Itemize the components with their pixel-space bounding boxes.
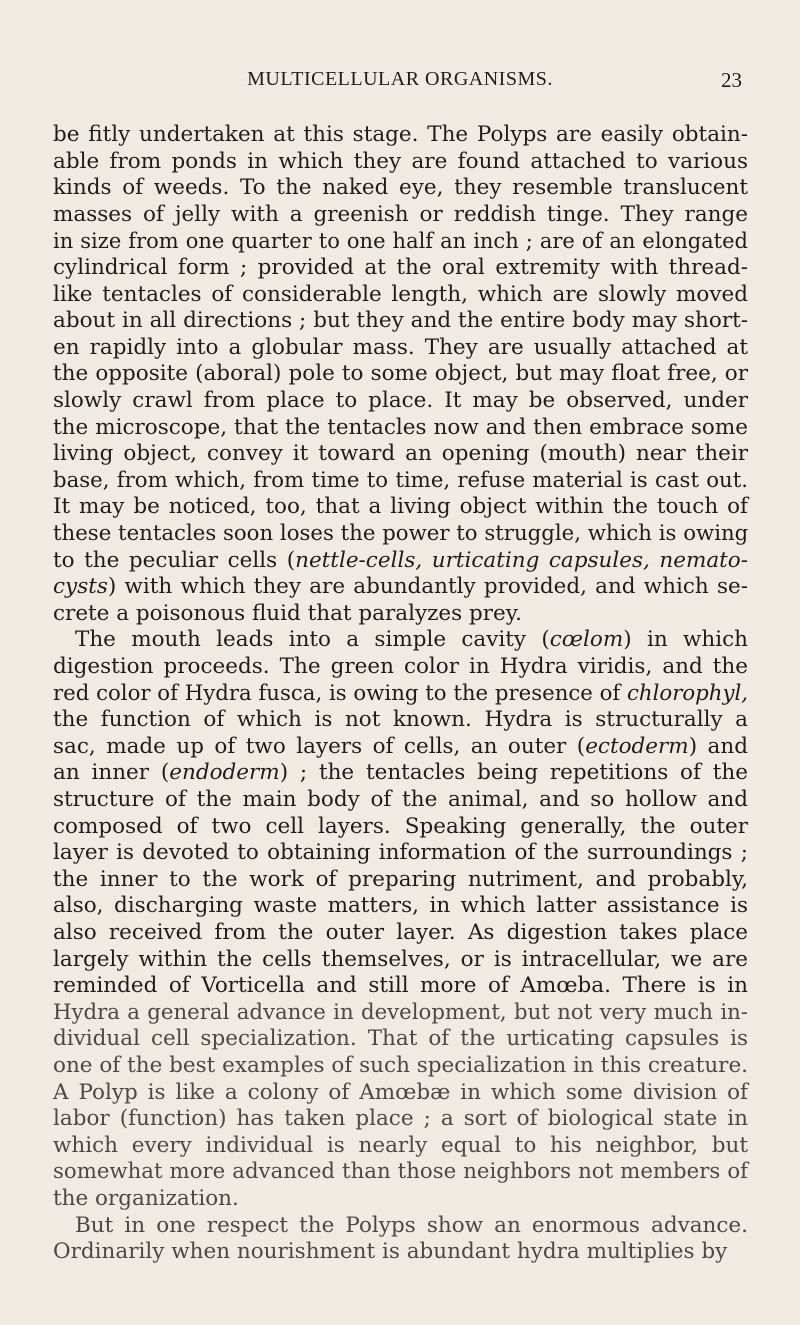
text-line [53,893,748,919]
text-segment: cylindrical form ; provided at the oral extremity with thread- [53,255,748,280]
text-segment: the function of which is not known. Hydra is structurally a [53,707,748,733]
text-segment: kinds of weeds. To the naked eye, they resemble translucent [53,175,748,201]
text-line [53,1239,748,1265]
text-segment: labor (function) has taken place ; a sort of biological state in [53,1106,748,1132]
text-segment: like tentacles of considerable length, which are slowly moved [53,281,748,307]
text-line [53,973,748,999]
text-line [53,441,748,467]
text-line [53,415,748,441]
text-segment: Hydra a general advance in development, but not very much in- [53,999,748,1025]
text-segment: which every individual is nearly equal to his neighbor, but [53,1132,748,1158]
text-segment: crete a poisonous fluid that paralyzes prey. [53,600,522,626]
text-line [53,574,748,600]
text-segment: about in all directions ; but they and the entire body may short- [53,308,748,334]
text-segment: these tentacles soon loses the power to struggle, which is owing [53,521,749,546]
italic-term: nettle-cells, urticating capsules, nemato- [295,547,749,573]
text-line [53,1159,748,1185]
text-line [53,521,748,547]
text-line [53,1000,748,1026]
text-segment: the microscope, that the tentacles now and then embrace some [53,414,748,440]
text-line [53,308,748,334]
text-line [53,1133,748,1159]
text-segment: red color of Hydra fusca, is owing to the presence of [53,680,628,706]
text-segment: en rapidly into a globular mass. They are usually attached at [53,334,748,360]
text-segment: able from ponds in which they are found attached to various [53,148,748,174]
text-segment: composed of two cell layers. Speaking generally, the outer [53,813,748,839]
text-line [53,282,748,308]
text-line [53,335,748,361]
text-line [53,1186,748,1212]
text-segment: ) with which they are abundantly provided, and which se- [107,574,748,600]
text-line [53,787,748,813]
text-segment: in size from one quarter to one half an inch ; are of an elongated [53,229,748,254]
text-line [75,1213,748,1239]
text-line [53,388,748,414]
text-segment: ) ; the tentacles being repetitions of the [279,760,748,786]
text-line [53,1080,748,1106]
text-line [53,1026,748,1052]
text-line [53,760,748,786]
text-segment: digestion proceeds. The green color in Hydra viridis, and the [53,654,748,679]
italic-term: endoderm [169,760,280,786]
text-line [53,707,748,733]
text-segment: dividual cell specialization. That of the urticating capsules is [53,1026,748,1052]
text-segment: reminded of Vorticella and still more of Amœba. There is in [53,973,748,999]
text-segment: be fitly undertaken at this stage. The Polyps are easily obtain- [53,122,748,147]
text-line [53,122,748,148]
text-segment: But in one respect the Polyps show an enormous advance. [75,1212,748,1238]
text-line [53,361,748,387]
text-line [53,228,748,254]
text-line [53,920,748,946]
text-line [53,468,748,494]
text-segment: an inner ( [53,760,170,786]
text-segment: It may be noticed, too, that a living object within the touch of [53,494,748,520]
italic-term: cœlom [549,627,624,653]
text-line [53,1106,748,1132]
text-segment: A Polyp is like a colony of Amœbæ in which some division of [53,1079,748,1105]
text-segment: layer is devoted to obtaining information of the surroundings ; [53,840,748,866]
text-segment: also received from the outer layer. As digestion takes place [53,920,748,945]
text-line [53,202,748,228]
italic-term: cysts [53,574,108,600]
text-segment: the organization. [53,1186,239,1211]
text-segment: ) in which [623,627,748,653]
text-line [53,681,748,707]
text-segment: also, discharging waste matters, in which latter assistance is [53,893,748,919]
text-line [53,494,748,520]
text-line [53,734,748,760]
text-line [53,149,748,175]
page-number: 23 [721,68,742,92]
text-segment: sac, made up of two layers of cells, an outer ( [53,733,586,759]
text-line [53,175,748,201]
italic-term: ectoderm [585,733,689,759]
text-line [53,1053,748,1079]
text-segment: the opposite (aboral) pole to some object, but may float free, or [53,361,748,387]
running-head [0,68,800,98]
text-segment: The mouth leads into a simple cavity ( [75,627,550,653]
text-line [53,654,748,680]
text-line [53,947,748,973]
running-title: MULTICELLULAR ORGANISMS. [247,68,553,90]
text-segment: the inner to the work of preparing nutriment, and probably, [53,866,748,892]
italic-term: chlorophyl, [627,680,749,706]
text-segment: somewhat more advanced than those neighbors not members of [53,1159,748,1185]
text-line [53,840,748,866]
text-segment: masses of jelly with a greenish or reddish tinge. They range [53,201,748,227]
text-line [53,814,748,840]
text-segment: slowly crawl from place to place. It may be observed, under [53,388,748,413]
text-line [53,601,748,627]
text-segment: one of the best examples of such specialization in this creature. [53,1053,749,1078]
text-segment: largely within the cells themselves, or is intracellular, we are [53,946,748,972]
text-segment: Ordinarily when nourishment is abundant hydra multiplies by [53,1239,728,1265]
text-segment: base, from which, from time to time, refuse material is cast out. [53,467,748,493]
text-line [53,548,748,574]
text-line [75,627,748,653]
text-line [53,867,748,893]
text-segment: ) and [688,733,748,759]
text-segment: living object, convey it toward an opening (mouth) near their [53,441,748,467]
text-line [53,255,748,281]
text-segment: to the peculiar cells ( [53,547,296,573]
text-segment: structure of the main body of the animal, and so hollow and [53,787,748,812]
